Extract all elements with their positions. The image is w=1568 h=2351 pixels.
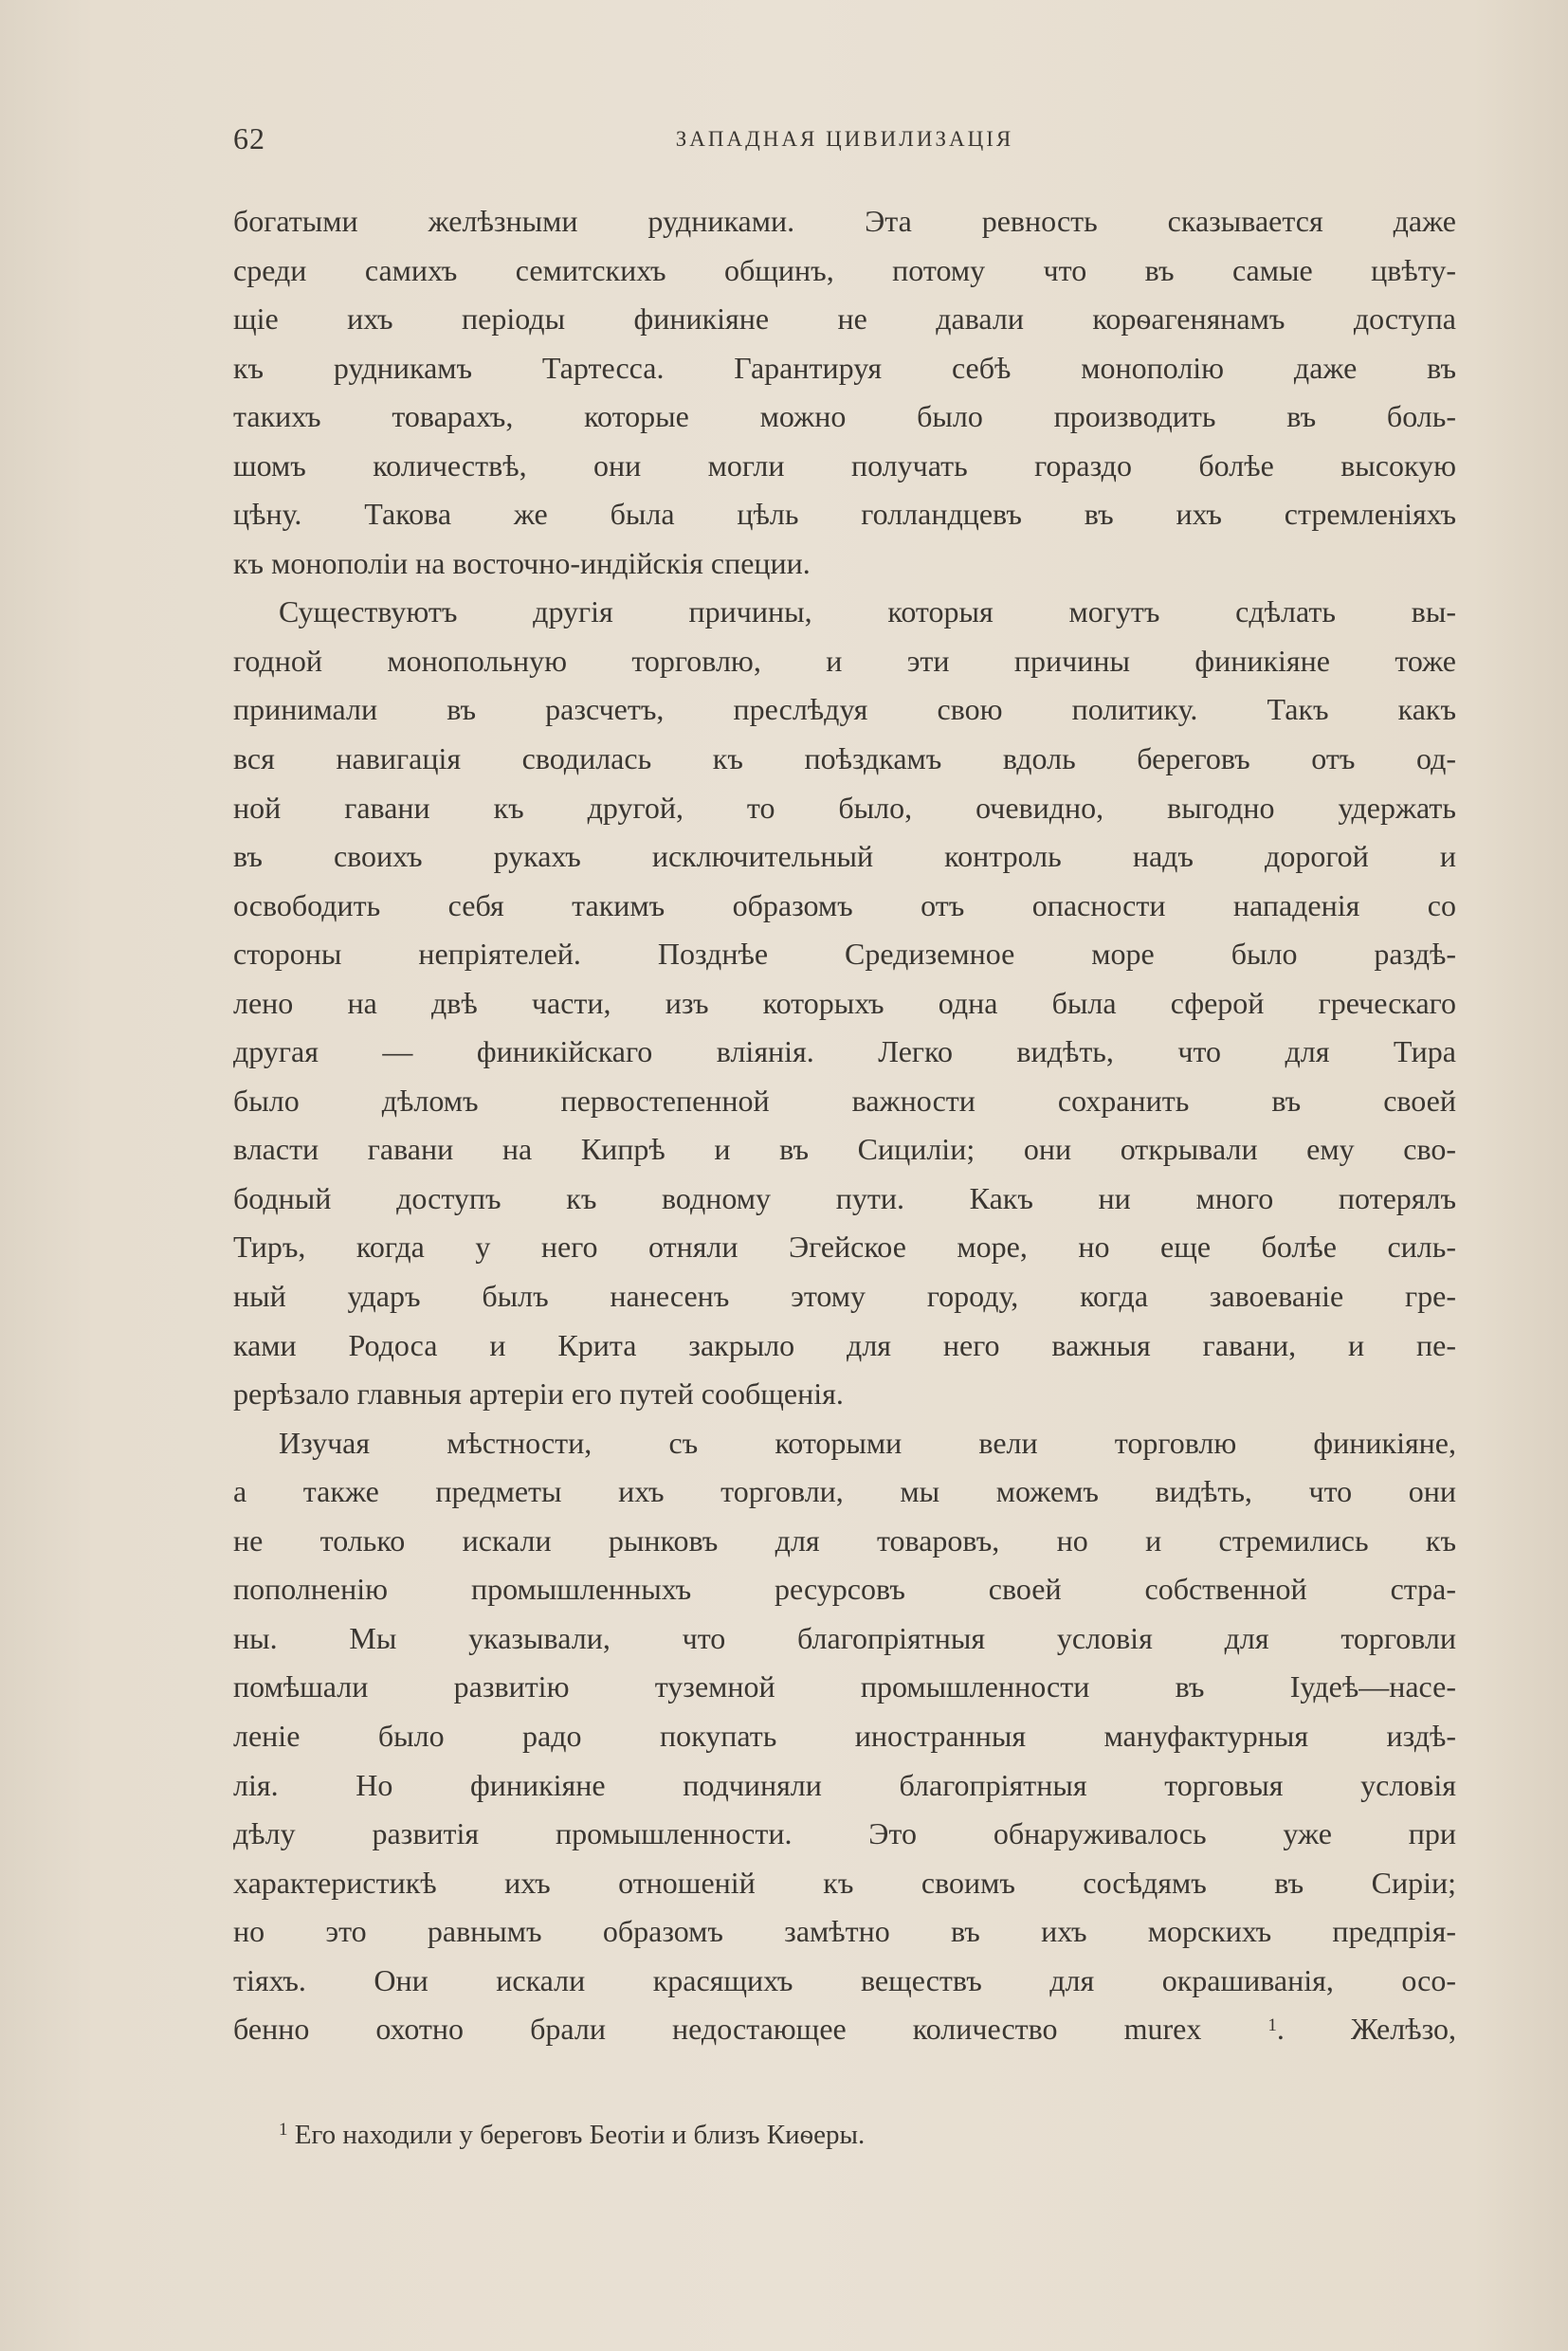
- text-line: дѣлу развитія промышленности. Это обнаруживалось уже при: [233, 1816, 1456, 1851]
- text-line: власти гавани на Кипрѣ и въ Сициліи; они открывали ему сво-: [233, 1132, 1456, 1167]
- text-line: къ монополіи на восточно-индійскія специи.: [233, 545, 811, 580]
- footnote-marker: 1: [1267, 2015, 1277, 2036]
- text-line-with-footnote: [233, 2005, 1456, 2054]
- text-line: къ рудникамъ Тартесса. Гарантируя себѣ монополію даже въ: [233, 350, 1456, 385]
- text-line: но это равнымъ образомъ замѣтно въ ихъ морскихъ предпрія-: [233, 1914, 1456, 1949]
- paragraph-2: [233, 588, 1456, 1418]
- text-fragment: бенно охотно брали недостающее количество murex: [233, 2012, 1202, 2047]
- text-line: не только искали рынковъ для товаровъ, но и стремились къ: [233, 1522, 1456, 1558]
- text-line: рерѣзало главныя артеріи его путей сообщенія.: [233, 1376, 844, 1412]
- text-line: ны. Мы указывали, что благопріятныя условія для торговли: [233, 1620, 1456, 1655]
- text-line: леніе было радо покупать иностранныя мануфактурныя издѣ-: [233, 1718, 1456, 1753]
- text-line: принимали въ разсчетъ, преслѣдуя свою политику. Такъ какъ: [233, 692, 1456, 727]
- text-line: стороны непріятелей. Позднѣе Средиземное море было раздѣ-: [233, 937, 1456, 972]
- text-line: цѣну. Такова же была цѣль голландцевъ въ ихъ стремленіяхъ: [233, 497, 1456, 532]
- text-line: лія. Но финикіяне подчиняли благопріятныя торговыя условія: [233, 1767, 1456, 1802]
- text-line: Тиръ, когда у него отняли Эгейское море, но еще болѣе силь-: [233, 1230, 1456, 1265]
- text-line: ной гавани къ другой, то было, очевидно, выгодно удержать: [233, 790, 1456, 825]
- text-line: характеристикѣ ихъ отношеній къ своимъ сосѣдямъ въ Сиріи;: [233, 1865, 1456, 1900]
- text-line: пополненію промышленныхъ ресурсовъ своей собственной стра-: [233, 1572, 1456, 1607]
- text-line: ный ударъ былъ нанесенъ этому городу, когда завоеваніе гре-: [233, 1279, 1456, 1314]
- text-line: лено на двѣ части, изъ которыхъ одна была сферой греческаго: [233, 985, 1456, 1020]
- text-line: среди самихъ семитскихъ общинъ, потому что въ самые цвѣту-: [233, 252, 1456, 287]
- paragraph-1: [233, 197, 1456, 588]
- body-text: [233, 197, 1456, 2054]
- page-header: [233, 121, 1456, 159]
- text-line: а также предметы ихъ торговли, мы можемъ видѣть, что они: [233, 1474, 1456, 1509]
- text-fragment: . Желѣзо,: [1276, 2012, 1457, 2047]
- footnote-text: Его находили у береговъ Беотіи и близъ Киѳеры.: [294, 2120, 866, 2150]
- text-line: другая — финикійскаго вліянія. Легко видѣть, что для Тира: [233, 1034, 1456, 1069]
- text-line: Существуютъ другія причины, которыя могутъ сдѣлать вы-: [279, 594, 1456, 629]
- footnote: [279, 2114, 1416, 2156]
- text-line: тіяхъ. Они искали красящихъ веществъ для окрашиванія, осо-: [233, 1962, 1456, 1997]
- text-line: ками Родоса и Крита закрыло для него важныя гавани, и пе-: [233, 1327, 1456, 1362]
- text-line: богатыми желѣзными рудниками. Эта ревность сказывается даже: [233, 204, 1456, 238]
- text-line: было дѣломъ первостепенной важности сохранить въ своей: [233, 1083, 1456, 1118]
- text-line: вся навигація сводилась къ поѣздкамъ вдоль береговъ отъ од-: [233, 741, 1456, 776]
- text-line: освободить себя такимъ образомъ отъ опасности нападенія со: [233, 887, 1456, 922]
- text-line: помѣшали развитію туземной промышленности въ Іудеѣ—насе-: [233, 1669, 1456, 1704]
- paragraph-3: [233, 1419, 1456, 2054]
- text-line: въ своихъ рукахъ исключительный контроль надъ дорогой и: [233, 839, 1456, 874]
- text-line: годной монопольную торговлю, и эти причины финикіяне тоже: [233, 643, 1456, 678]
- text-line: щіе ихъ періоды финикіяне не давали корѳагенянамъ доступа: [233, 301, 1456, 337]
- footnote-number: 1: [279, 2120, 288, 2140]
- text-line: такихъ товарахъ, которые можно было производить въ боль-: [233, 399, 1456, 434]
- running-title: ЗАПАДНАЯ ЦИВИЛИЗАЦІЯ: [675, 127, 1014, 151]
- page-number: 62: [233, 121, 265, 155]
- text-line: Изучая мѣстности, съ которыми вели торговлю финикіяне,: [279, 1425, 1456, 1460]
- text-line: шомъ количествѣ, они могли получать гораздо болѣе высокую: [233, 447, 1456, 483]
- text-line: бодный доступъ къ водному пути. Какъ ни много потерялъ: [233, 1180, 1456, 1215]
